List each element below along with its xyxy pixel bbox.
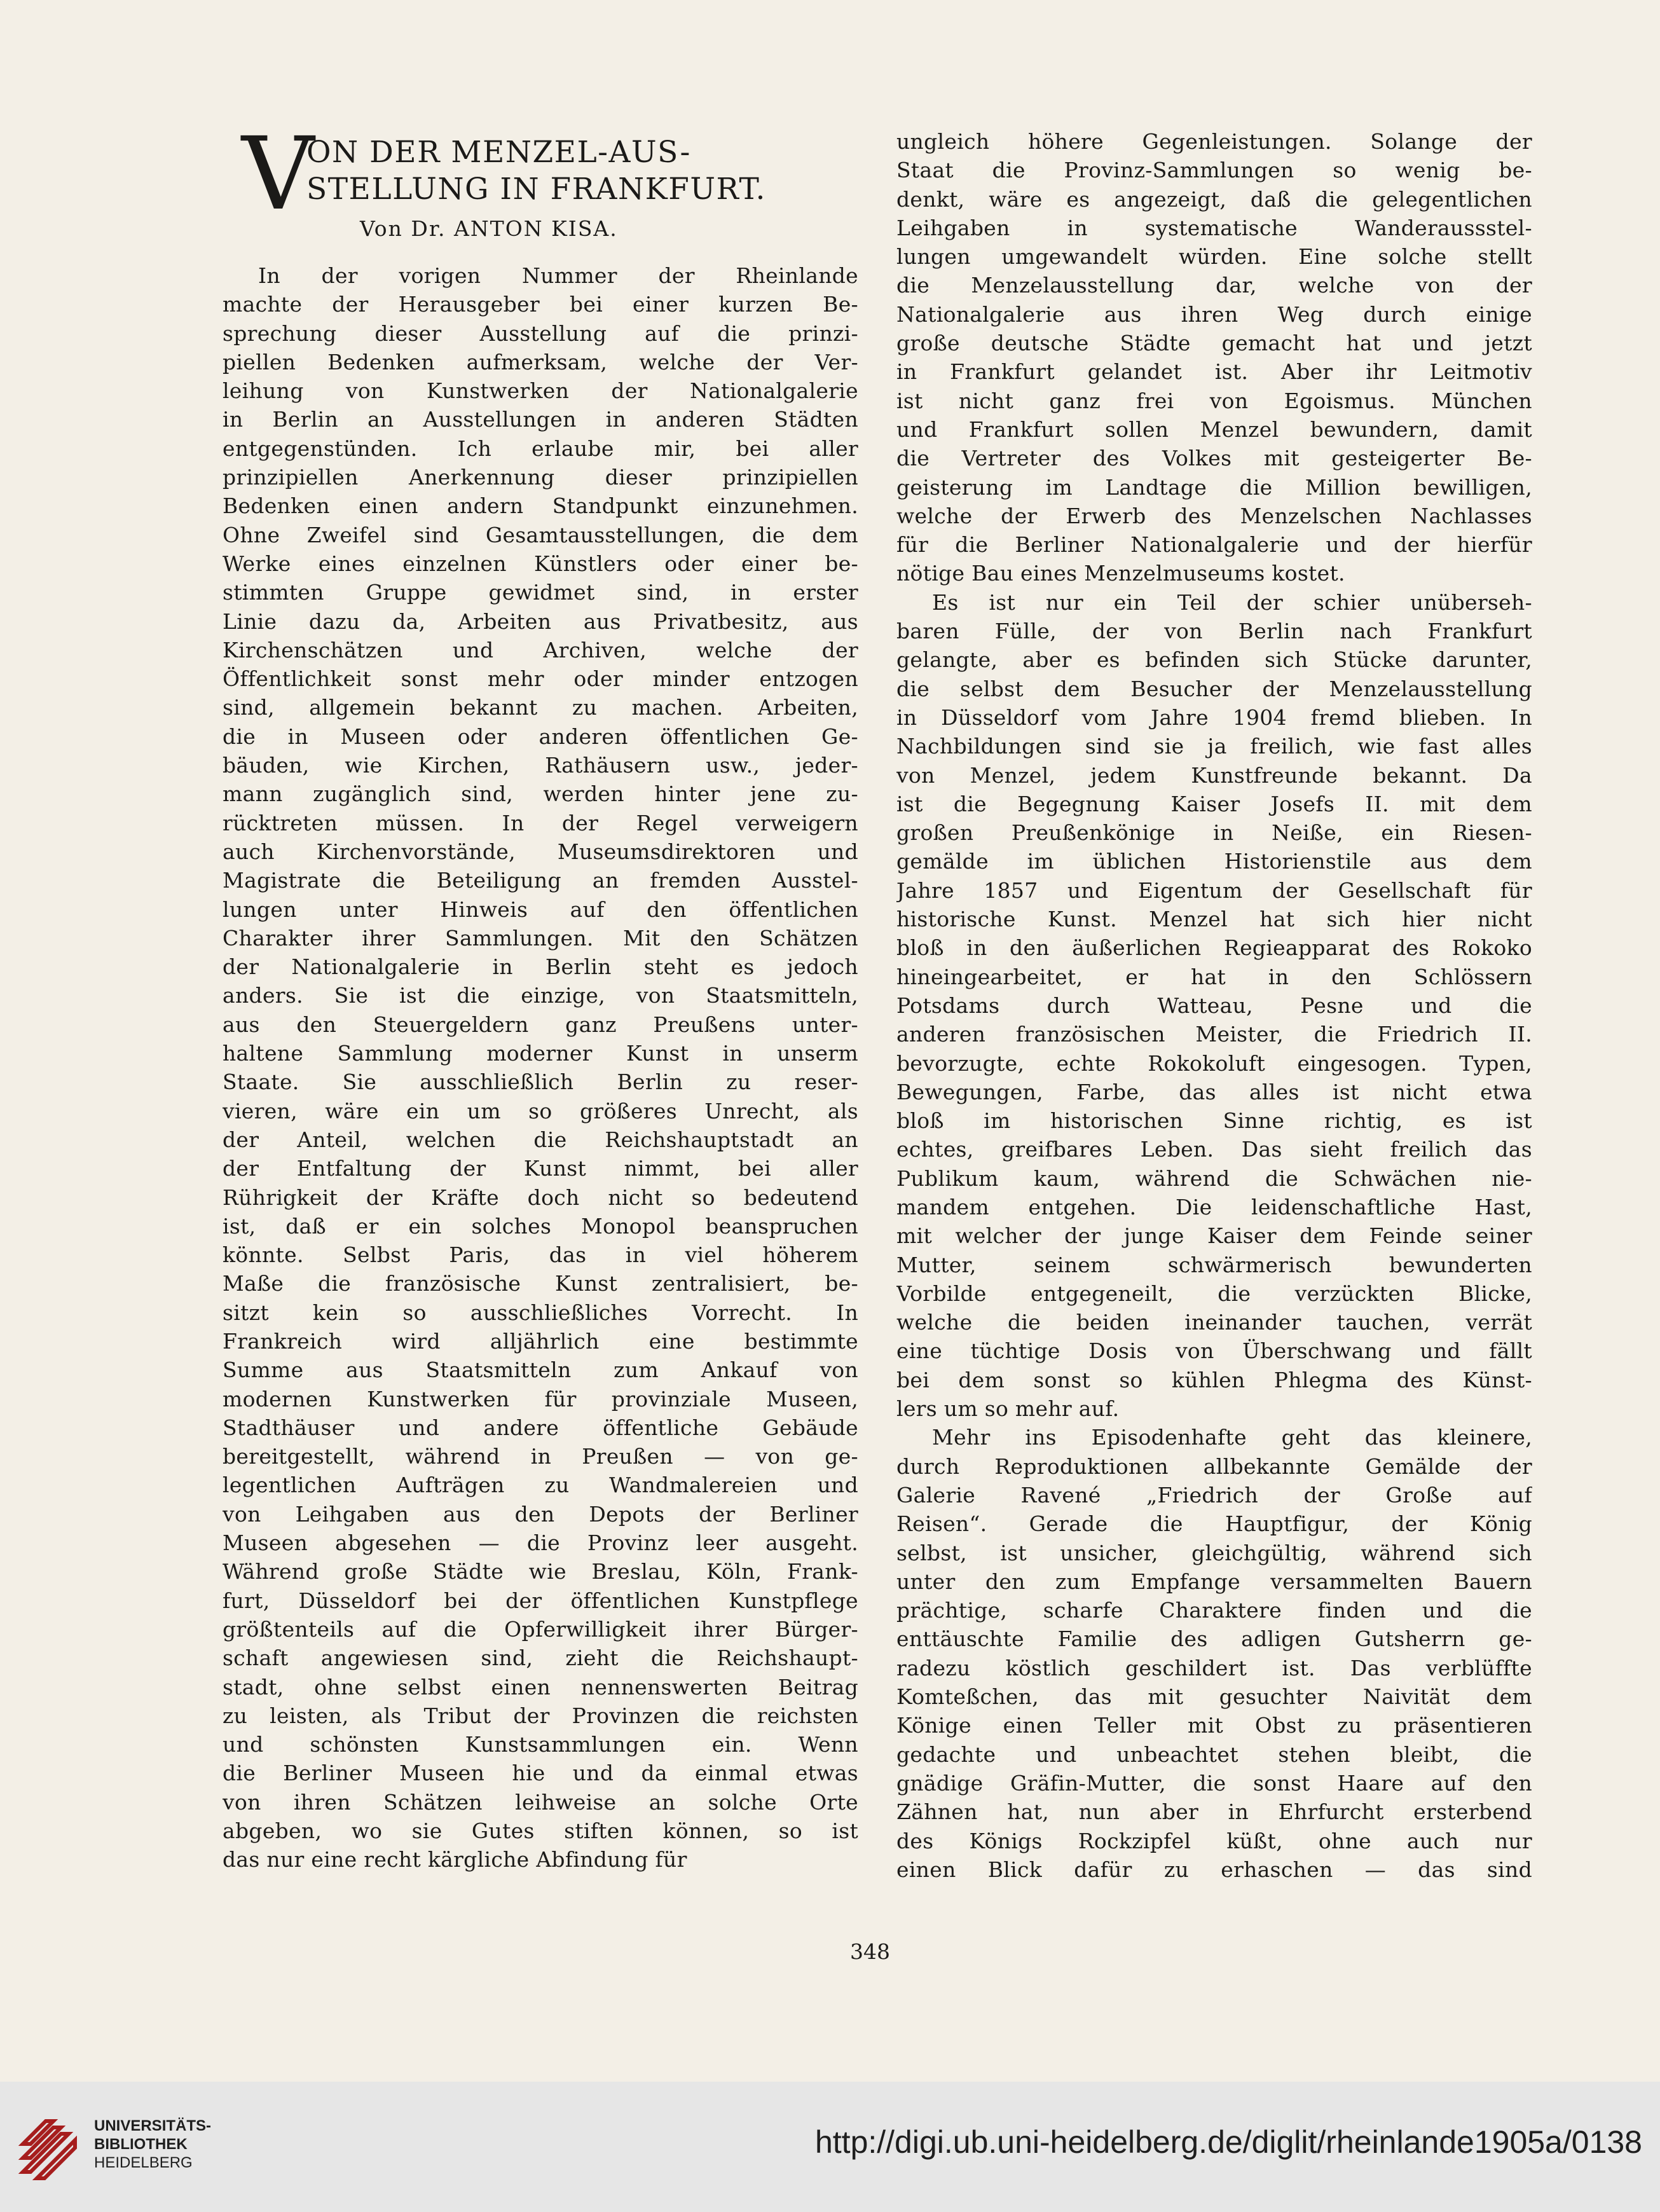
text-line: einen Blick dafür zu erhaschen — das sind [896,1857,1532,1882]
text-line: und Frankfurt sollen Menzel bewundern, damit [896,416,1532,442]
text-line: anderen französischen Meister, die Friedrich II. [896,1022,1532,1047]
logo-line-1: UNIVERSITÄTS- [94,2117,212,2134]
text-line: durch Reproduktionen allbekannte Gemälde der [896,1453,1532,1479]
text-line: Magistrate die Beteiligung an fremden Ausstel- [223,868,858,893]
text-line: gnädige Gräfin-Mutter, die sonst Haare auf den [896,1770,1532,1796]
logo-line-2: BIBLIOTHEK [94,2136,188,2153]
text-line: der Entfaltung der Kunst nimmt, bei aller [223,1156,858,1181]
text-line: modernen Kunstwerken für provinziale Museen, [223,1386,858,1412]
text-line: prinzipiellen Anerkennung dieser prinzipiellen [223,465,858,490]
text-line: Potsdams durch Watteau, Pesne und die [896,993,1532,1018]
text-line: Charakter ihrer Sammlungen. Mit den Schätzen [223,925,858,951]
text-line: Stadthäuser und andere öffentliche Gebäude [223,1415,858,1440]
text-line: Nationalgalerie aus ihren Weg durch einige [896,301,1532,327]
text-line: lungen umgewandelt würden. Eine solche stellt [896,244,1532,270]
text-line: rücktreten müssen. In der Regel verweigern [223,810,858,835]
text-line: Kirchenschätzen und Archiven, welche der [223,637,858,663]
text-line: Jahre 1857 und Eigentum der Gesellschaft für [896,877,1532,903]
text-line: echtes, greifbares Leben. Das sieht freilich das [896,1137,1532,1162]
text-line: könnte. Selbst Paris, das in viel höherem [223,1242,858,1268]
text-line: stimmten Gruppe gewidmet sind, in erster [223,580,858,605]
text-line: haltene Sammlung moderner Kunst in unserm [223,1041,858,1066]
text-line: große deutsche Städte gemacht hat und jetzt [896,331,1532,356]
text-line: enttäuschte Familie des adligen Gutsherrn ge- [896,1626,1532,1652]
text-line: welche der Erwerb des Menzelschen Nachlasses [896,503,1532,528]
text-line: bloß in den äußerlichen Regieapparat des Rokoko [896,935,1532,961]
text-line: Öffentlichkeit sonst mehr oder minder entzogen [223,666,858,692]
text-line: in Düsseldorf vom Jahre 1904 fremd blieben. In [896,704,1532,730]
text-line: mann zugänglich sind, werden hinter jene zu- [223,781,858,807]
text-line: Summe aus Staatsmitteln zum Ankauf von [223,1357,858,1383]
text-line: selbst, ist unsicher, gleichgültig, während sich [896,1540,1532,1565]
text-line: vieren, wäre ein um so größeres Unrecht, als [223,1098,858,1123]
article-header [223,116,858,245]
text-line: gelangte, aber es befinden sich Stücke darunter, [896,647,1532,673]
right-column-text [896,127,1532,1884]
text-line: lungen unter Hinweis auf den öffentlichen [223,896,858,922]
text-line: Zähnen hat, nun aber in Ehrfurcht ersterbend [896,1799,1532,1825]
text-line: piellen Bedenken aufmerksam, welche der Ver- [223,349,858,374]
text-line: bloß im historischen Sinne richtig, es ist [896,1108,1532,1134]
text-line: ist nicht ganz frei von Egoismus. München [896,388,1532,413]
text-line: die Berliner Museen hie und da einmal etwas [223,1761,858,1786]
text-line: sitzt kein so ausschließliches Vorrecht. In [223,1300,858,1325]
text-line: Galerie Ravené „Friedrich der Große auf [896,1482,1532,1508]
text-line: die Vertreter des Volkes mit gesteigerter Be- [896,446,1532,471]
text-line: für die Berliner Nationalgalerie und der hierfür [896,532,1532,558]
text-line: Leihgaben in systematische Wanderaussstel- [896,215,1532,240]
text-line: legentlichen Aufträgen zu Wandmalereien und [223,1473,858,1498]
text-line: Es ist nur ein Teil der schier unüberseh- [932,589,1532,615]
text-line: geisterung im Landtage die Million bewilligen, [896,474,1532,500]
text-line: Mutter, seinem schwärmerisch bewunderten [896,1252,1532,1277]
text-line: Museen abgesehen — die Provinz leer ausgeht. [223,1530,858,1556]
text-line: Mehr ins Episodenhafte geht das kleinere, [932,1425,1532,1450]
text-line: Maße die französische Kunst zentralisiert, be- [223,1271,858,1296]
text-line: stadt, ohne selbst einen nennenswerten Beitrag [223,1674,858,1700]
text-line: der Anteil, welchen die Reichshauptstadt an [223,1127,858,1152]
text-line: mandem entgehen. Die leidenschaftliche Hast, [896,1194,1532,1219]
text-line: Werke eines einzelnen Künstlers oder einer be- [223,551,858,576]
logo-line-3: HEIDELBERG [94,2154,193,2171]
article-byline: Von Dr. ANTON KISA. [360,216,618,241]
text-line: Nachbildungen sind sie ja freilich, wie fast alles [896,734,1532,759]
text-line: ist die Begegnung Kaiser Josefs II. mit dem [896,791,1532,816]
article-title-line-2: STELLUNG IN FRANKFURT. [306,172,766,207]
text-line: hineingearbeitet, er hat in den Schlössern [896,964,1532,989]
text-line: radezu köstlich geschildert ist. Das verblüffte [896,1655,1532,1680]
text-line: großen Preußenkönige in Neiße, ein Riesen- [896,820,1532,846]
page-number: 348 [850,1939,890,1964]
text-line: bäuden, wie Kirchen, Rathäusern usw., jeder- [223,753,858,778]
text-line: Publikum kaum, während die Schwächen nie- [896,1165,1532,1191]
text-line: leihung von Kunstwerken der Nationalgalerie [223,378,858,404]
text-line: welche die beiden ineinander tauchen, verrät [896,1310,1532,1335]
text-line: Komteßchen, das mit gesuchter Naivität dem [896,1684,1532,1710]
text-line: Vorbilde entgegeneilt, die verzückten Blicke, [896,1281,1532,1306]
text-line: baren Fülle, der von Berlin nach Frankfurt [896,619,1532,644]
text-line: bei dem sonst so kühlen Phlegma des Künst- [896,1367,1532,1392]
text-line: in Berlin an Ausstellungen in anderen Städten [223,407,858,432]
text-line: größtenteils auf die Opferwilligkeit ihrer Bürger- [223,1616,858,1642]
drop-cap: V [242,116,315,233]
source-url-link[interactable]: http://digi.ub.uni-heidelberg.de/diglit/rheinlande1905a/0138 [814,2124,1642,2160]
text-line: Linie dazu da, Arbeiten aus Privatbesitz, aus [223,608,858,634]
text-line: zu leisten, als Tribut der Provinzen die reichsten [223,1703,858,1728]
text-line: lers um so mehr auf. [896,1396,1120,1422]
text-line: prächtige, scharfe Charaktere finden und die [896,1598,1532,1623]
text-line: ist, daß er ein solches Monopol beanspruchen [223,1213,858,1239]
text-line: die Menzelausstellung dar, welche von der [896,273,1532,298]
text-line: der Nationalgalerie in Berlin steht es jedoch [223,954,858,980]
text-line: Bewegungen, Farbe, das alles ist nicht etwa [896,1079,1532,1104]
text-line: von Menzel, jedem Kunstfreunde bekannt. Da [896,762,1532,788]
text-line: entgegenstünden. Ich erlaube mir, bei aller [223,436,858,461]
text-line: eine tüchtige Dosis von Überschwang und fällt [896,1338,1532,1364]
text-line: aus den Steuergeldern ganz Preußens unter- [223,1012,858,1037]
text-line: Könige einen Teller mit Obst zu präsentieren [896,1713,1532,1738]
text-line: die in Museen oder anderen öffentlichen Ge- [223,724,858,749]
text-line: die selbst dem Besucher der Menzelausstellung [896,676,1532,701]
text-line: Rührigkeit der Kräfte doch nicht so bedeutend [223,1185,858,1210]
text-line: ungleich höhere Gegenleistungen. Solange der [896,129,1532,154]
text-line: des Königs Rockzipfel küßt, ohne auch nur [896,1828,1532,1853]
text-line: Reisen“. Gerade die Hauptfigur, der König [896,1511,1532,1537]
text-line: denkt, wäre es angezeigt, daß die gelegentlichen [896,186,1532,212]
left-column-text [223,261,858,1874]
library-logo-text [94,2117,211,2172]
text-line: von Leihgaben aus den Depots der Berliner [223,1501,858,1527]
text-line: bevorzugte, echte Rokokoluft eingesogen. Typen, [896,1050,1532,1076]
text-line: gedachte und unbeachtet stehen bleibt, die [896,1741,1532,1767]
text-line: mit welcher der junge Kaiser dem Feinde seiner [896,1223,1532,1249]
text-line: furt, Düsseldorf bei der öffentlichen Kunstpflege [223,1588,858,1613]
text-line: nötige Bau eines Menzelmuseums kostet. [896,561,1345,586]
text-line: das nur eine recht kärgliche Abfindung für [223,1847,687,1872]
text-line: Staat die Provinz-Sammlungen so wenig be- [896,158,1532,183]
library-footer [0,2082,1660,2212]
text-line: Ohne Zweifel sind Gesamtausstellungen, die dem [223,522,858,547]
text-line: sprechung dieser Ausstellung auf die prinzi- [223,320,858,346]
left-column [223,116,858,1874]
text-line: unter den zum Empfange versammelten Bauern [896,1569,1532,1594]
text-line: Bedenken einen andern Standpunkt einzunehmen. [223,493,858,519]
text-line: In der vorigen Nummer der Rheinlande [258,263,858,288]
text-line: machte der Herausgeber bei einer kurzen Be- [223,292,858,317]
text-line: Staate. Sie ausschließlich Berlin zu reser- [223,1069,858,1095]
text-line: gemälde im üblichen Historienstile aus dem [896,849,1532,874]
text-line: historische Kunst. Menzel hat sich hier nicht [896,907,1532,932]
text-line: anders. Sie ist die einzige, von Staatsmitteln, [223,983,858,1008]
text-line: in Frankfurt gelandet ist. Aber ihr Leitmotiv [896,359,1532,385]
text-line: abgeben, wo sie Gutes stiften können, so ist [223,1818,858,1844]
text-line: Frankreich wird alljährlich eine bestimmte [223,1328,858,1354]
text-line: Während große Städte wie Breslau, Köln, Frank- [223,1559,858,1584]
text-line: auch Kirchenvorstände, Museumsdirektoren und [223,839,858,864]
article-title-line-1: ON DER MENZEL-AUS- [306,135,691,170]
library-logo-icon [18,2108,80,2181]
text-line: und schönsten Kunstsammlungen ein. Wenn [223,1732,858,1757]
text-line: bereitgestellt, während in Preußen — von ge- [223,1444,858,1469]
text-line: schaft angewiesen sind, zieht die Reichshaupt- [223,1645,858,1671]
right-column [896,127,1532,1884]
text-line: von ihren Schätzen leihweise an solche Orte [223,1789,858,1815]
text-line: sind, allgemein bekannt zu machen. Arbeiten, [223,695,858,720]
